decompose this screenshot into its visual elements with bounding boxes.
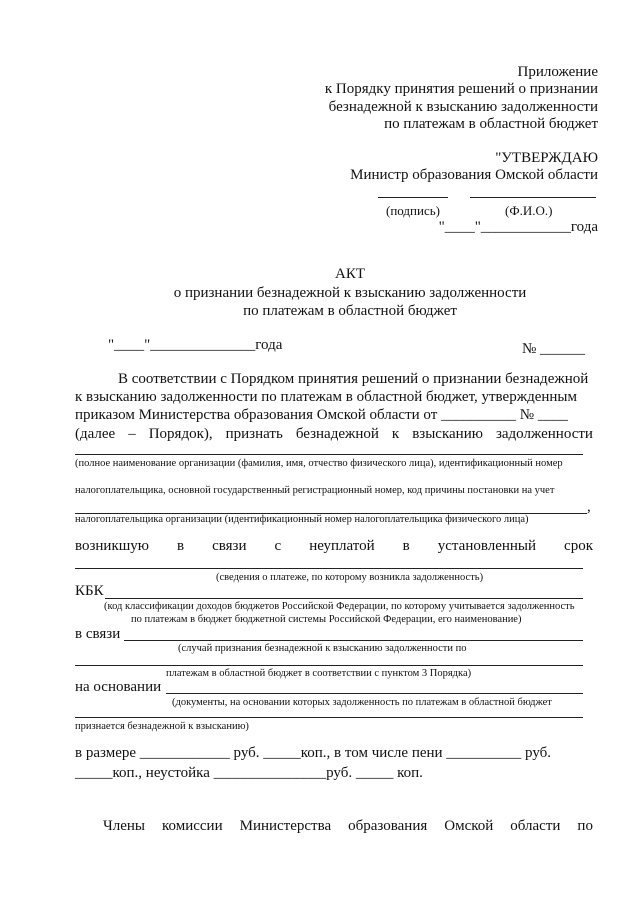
- body-line-3: приказом Министерства образования Омской области от __________ № ____: [75, 407, 568, 423]
- caption-kbk-2: по платежам в бюджет бюджетной системы Российской Федерации, его наименование): [131, 614, 522, 625]
- caption-org-1: (полное наименование организации (фамилия, имя, отчество физического лица), идентификационный номер: [75, 458, 563, 469]
- caption-org-2: налогоплательщика, основной государственный регистрационный номер, код причины постановки на учет: [75, 485, 555, 496]
- approve-title: "УТВЕРЖДАЮ: [495, 150, 598, 166]
- arisen-line: возникшую в связи с неуплатой в установленный срок: [75, 538, 593, 554]
- fill-line-kbk: [105, 598, 583, 599]
- act-number: № ______: [522, 341, 586, 357]
- body-line-4: (далее – Порядок), признать безнадежной к взысканию задолженности: [75, 426, 593, 442]
- caption-org-3: налогоплательщика организации (идентификационный номер налогоплательщика физического лица): [75, 514, 529, 525]
- amount-line-2: _____коп., неустойка _______________руб. _____ коп.: [75, 765, 423, 781]
- amount-line-1: в размере ____________ руб. _____коп., в том числе пени __________ руб.: [75, 745, 552, 761]
- act-title: АКТ: [335, 266, 365, 282]
- caption-reason-1: (случай признания безнадежной к взысканию задолженности по: [178, 643, 467, 654]
- caption-reason-2: платежам в областной бюджет в соответствии с пунктом 3 Порядка): [166, 668, 472, 679]
- fill-line-documents: [166, 693, 583, 694]
- fill-line-payment: [75, 568, 583, 569]
- fill-line-reason-2: [75, 665, 583, 666]
- members-line: Члены комиссии Министерства образования Омской области по: [103, 818, 593, 834]
- comma: ,: [587, 499, 591, 515]
- on-basis-label: на основании: [75, 679, 162, 695]
- act-subtitle-1: о признании безнадежной к взысканию задолженности: [173, 285, 527, 301]
- in-connection-label: в связи: [75, 626, 121, 642]
- caption-documents-1: (документы, на основании которых задолженность по платежам в областной бюджет: [172, 697, 552, 708]
- approve-position: Министр образования Омской области: [350, 167, 598, 183]
- appendix-line-1: Приложение: [517, 64, 598, 80]
- fill-line-documents-2: [75, 717, 583, 718]
- caption-payment: (сведения о платеже, по которому возникла задолженность): [216, 572, 484, 583]
- appendix-line-4: по платежам в областной бюджет: [384, 116, 598, 132]
- fill-line-org: [75, 454, 583, 455]
- fill-line-reason: [124, 640, 583, 641]
- fio-caption: (Ф.И.О.): [505, 203, 553, 218]
- kbk-label: КБК: [75, 583, 104, 599]
- appendix-line-3: безнадежной к взысканию задолженности: [328, 99, 598, 115]
- caption-kbk-1: (код классификации доходов бюджетов Российской Федерации, по которому учитывается задолженность: [104, 601, 575, 612]
- approve-date: "____"____________года: [438, 219, 598, 235]
- body-line-2: к взысканию задолженности по платежам в областной бюджет, утвержденным: [75, 389, 577, 405]
- body-line-1: В соответствии с Порядком принятия решений о признании безнадежной: [118, 371, 589, 387]
- signature-line: [378, 197, 448, 198]
- appendix-line-2: к Порядку принятия решений о признании: [324, 81, 598, 97]
- caption-documents-2: признается безнадежной к взысканию): [75, 721, 249, 732]
- act-date: "____"______________года: [108, 337, 283, 353]
- fio-line: [470, 197, 596, 198]
- signature-caption: (подпись): [386, 203, 440, 218]
- act-subtitle-2: по платежам в областной бюджет: [243, 303, 457, 319]
